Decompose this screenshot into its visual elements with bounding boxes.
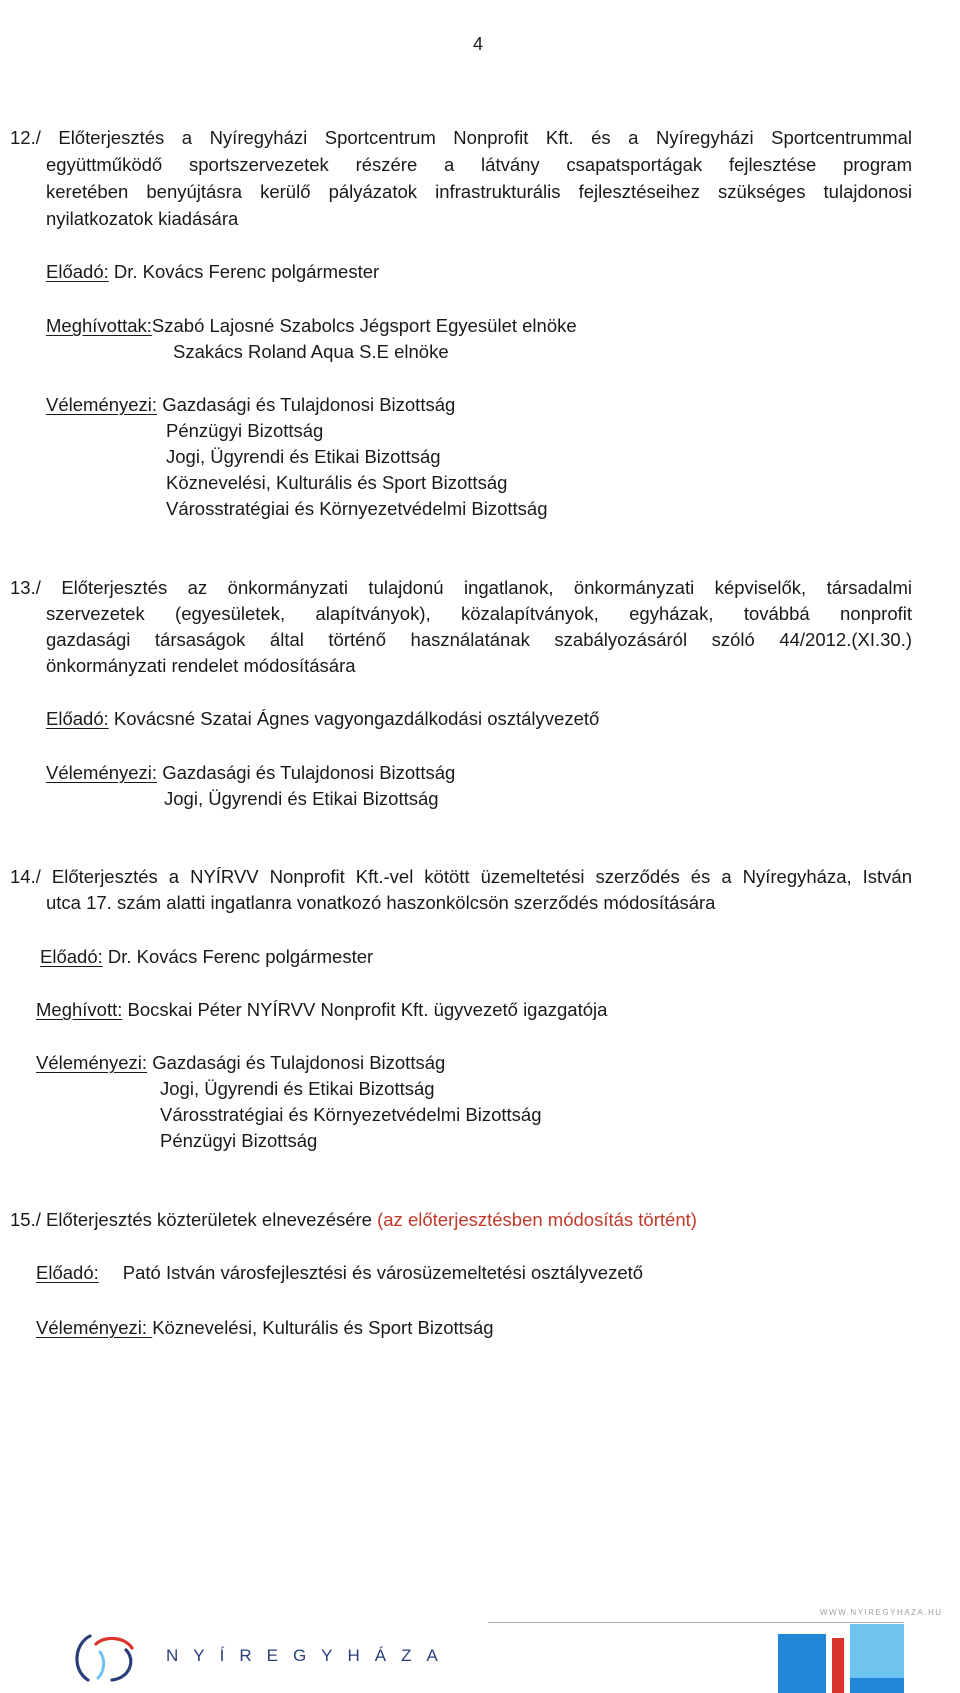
brand-color-blocks (778, 1624, 904, 1693)
invited-name: Szakács Roland Aqua S.E elnöke (173, 341, 449, 362)
reviewed-label: Véleményezi: (36, 1317, 153, 1338)
presenter-label: Előadó: (46, 261, 109, 282)
item-title-line: szervezetek (egyesületek, alapítványok), közalapítványok, egyházak, továbbá nonprofit (46, 603, 912, 624)
reviewed-row (46, 759, 455, 787)
presenter-label: Előadó: (46, 708, 109, 729)
committee: Gazdasági és Tulajdonosi Bizottság (152, 1052, 446, 1073)
presenter-name: Dr. Kovács Ferenc polgármester (108, 261, 380, 282)
invited-row (46, 312, 577, 340)
footer-url: WWW.NYIREGYHAZA.HU (820, 1608, 943, 1617)
committee: Városstratégiai és Környezetvédelmi Bizottság (160, 1104, 542, 1125)
committee: Jogi, Ügyrendi és Etikai Bizottság (166, 446, 441, 467)
committee: Jogi, Ügyrendi és Etikai Bizottság (164, 788, 439, 809)
presenter-label: Előadó: (36, 1262, 99, 1283)
reviewed-row (36, 1314, 494, 1342)
item-title-line: nyilatkozatok kiadására (46, 208, 239, 229)
committee: Városstratégiai és Környezetvédelmi Bizottság (166, 498, 548, 519)
item-title-line (10, 1206, 697, 1234)
item-title-line: önkormányzati rendelet módosítására (46, 655, 356, 676)
presenter-name: Kovácsné Szatai Ágnes vagyongazdálkodási osztályvezető (108, 708, 600, 729)
reviewed-label: Véleményezi: (46, 762, 158, 783)
invited-label: Meghívott: (36, 999, 123, 1020)
item-title-line: együttműködő sportszervezetek részére a látvány csapatsportágak fejlesztése program (46, 154, 912, 175)
presenter-name: Pató István városfejlesztési és városüzemeltetési osztályvezető (122, 1262, 644, 1283)
presenter-row (36, 1259, 643, 1287)
committee: Pénzügyi Bizottság (160, 1130, 318, 1151)
brand-block-blue (778, 1634, 826, 1693)
reviewed-label: Véleményezi: (46, 394, 158, 415)
footer-divider (488, 1622, 904, 1623)
presenter-row (46, 258, 379, 286)
reviewed-label: Véleményezi: (36, 1052, 148, 1073)
page-number: 4 (473, 34, 484, 54)
reviewed-row (46, 391, 455, 419)
invited-name: Bocskai Péter NYÍRVV Nonprofit Kft. ügyvezető igazgatója (122, 999, 608, 1020)
committee: Köznevelési, Kulturális és Sport Bizottság (152, 1317, 494, 1338)
presenter-row (40, 943, 373, 971)
item-title-line: 14./ Előterjesztés a NYÍRVV Nonprofit Kft.-vel kötött üzemeltetési szerződés és a Nyíregyháza, István (10, 866, 912, 887)
committee: Köznevelési, Kulturális és Sport Bizottság (166, 472, 508, 493)
committee: Gazdasági és Tulajdonosi Bizottság (162, 762, 456, 783)
committee: Jogi, Ügyrendi és Etikai Bizottság (160, 1078, 435, 1099)
item-title-note: (az előterjesztésben módosítás történt) (377, 1209, 697, 1230)
item-title-line: 12./ Előterjesztés a Nyíregyházi Sportcentrum Nonprofit Kft. és a Nyíregyházi Sportcentrummal (10, 127, 912, 148)
brand-block-red (832, 1638, 844, 1693)
reviewed-row (36, 1049, 445, 1077)
footer-brand: NYÍREGYHÁZA (166, 1646, 453, 1665)
invited-label: Meghívottak: (46, 315, 152, 336)
item-title-line: keretében benyújtásra kerülő pályázatok infrastrukturális fejlesztéseihez szükséges tulajdonosi (46, 181, 912, 202)
item-title-line: gazdasági társaságok által történő használatának szabályozásáról szóló 44/2012.(XI.30.) (46, 629, 912, 650)
city-logo-icon (68, 1628, 150, 1686)
presenter-label: Előadó: (40, 946, 103, 967)
item-title-line: 13./ Előterjesztés az önkormányzati tulajdonú ingatlanok, önkormányzati képviselők, társadalmi (10, 577, 912, 598)
item-title: 15./ Előterjesztés közterületek elnevezésére (10, 1209, 378, 1230)
presenter-name: Dr. Kovács Ferenc polgármester (102, 946, 374, 967)
brand-block-blue-base (850, 1678, 904, 1693)
presenter-row (46, 705, 599, 733)
invited-name: Szabó Lajosné Szabolcs Jégsport Egyesület elnöke (151, 315, 577, 336)
invited-row (36, 996, 607, 1024)
item-title-line: utca 17. szám alatti ingatlanra vonatkozó haszonkölcsön szerződés módosítására (46, 892, 716, 913)
committee: Pénzügyi Bizottság (166, 420, 324, 441)
committee: Gazdasági és Tulajdonosi Bizottság (162, 394, 456, 415)
